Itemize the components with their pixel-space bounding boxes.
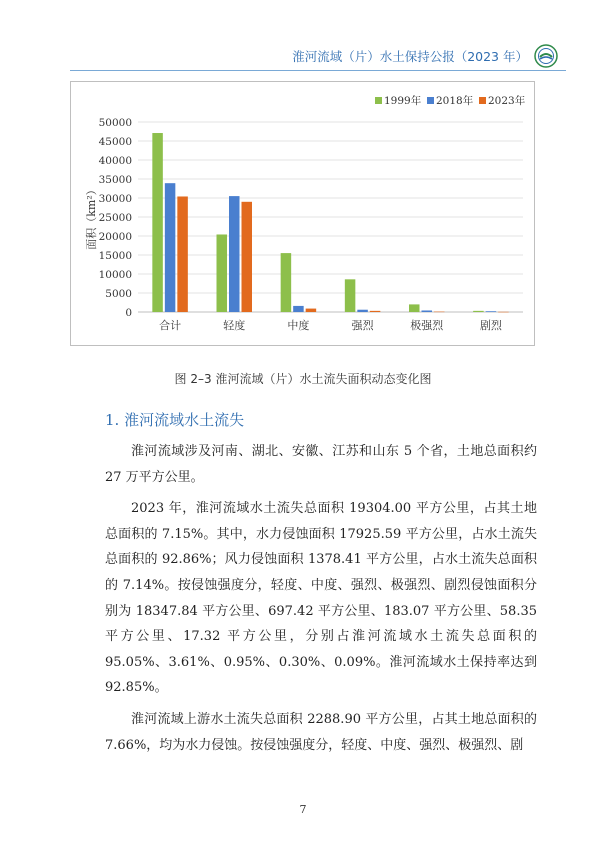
y-tick-label: 30000 [98, 193, 132, 205]
bar [498, 312, 509, 313]
y-tick-label: 10000 [98, 269, 132, 281]
category-label: 剧烈 [479, 319, 502, 332]
chart-frame [70, 81, 535, 346]
bar [422, 310, 433, 312]
y-tick-label: 50000 [98, 117, 132, 129]
y-tick-label: 45000 [98, 136, 132, 148]
category-label: 中度 [287, 319, 310, 332]
legend-swatch [479, 97, 486, 104]
bar [229, 196, 240, 312]
bar [345, 279, 356, 312]
paragraph-2: 2023 年，淮河流域水土流失总面积 19304.00 平方公里，占其土地总面积的 7.15%。其中，水力侵蚀面积 17925.59 平方公里，占水土流失总面积的 92.86%；风力侵蚀面积 1378.41 平方公里，占水土流失总面积的 7.14%。按侵蚀强度分，轻度、中度、强烈、极强烈、剧烈侵蚀面积分别为 18347.84 平方公里、697.42 平方公里、183.07 平方公里、58.35 平方公里、17.32 平方公里，分别占淮河流域水土流失总面积的 95.05%、3.61%、0.95%、0.30%、0.09%。淮河流域水土保持率达到 92.85%。 [105, 501, 537, 696]
legend-label: 1999年 [384, 95, 422, 107]
erosion-area-bar-chart [71, 82, 536, 347]
bar [306, 309, 317, 312]
category-label: 极强烈 [410, 319, 444, 332]
bar [293, 306, 304, 312]
bar [152, 133, 163, 312]
bar [357, 310, 368, 312]
category-label: 合计 [159, 319, 182, 332]
header-rule [70, 70, 566, 71]
legend-label: 2018年 [436, 95, 474, 107]
bar [177, 196, 188, 312]
figure-caption: 图 2–3 淮河流域（片）水土流失面积动态变化图 [174, 372, 432, 386]
y-tick-label: 20000 [98, 231, 132, 243]
y-tick-label: 35000 [98, 174, 132, 186]
paragraph-3: 淮河流域上游水土流失总面积 2288.90 平方公里，占其土地总面积的 7.66%，均为水力侵蚀。按侵蚀强度分，轻度、中度、强烈、极强烈、剧 [105, 711, 537, 753]
y-tick-label: 40000 [98, 155, 132, 167]
legend-swatch [375, 97, 382, 104]
bar [217, 234, 228, 312]
bar [486, 311, 497, 312]
bar [165, 183, 176, 312]
page-number: 7 [299, 803, 307, 816]
y-tick-label: 25000 [98, 212, 132, 224]
paragraph-1: 淮河流域涉及河南、湖北、安徽、江苏和山东 5 个省，土地总面积约 27 万平方公里。 [105, 444, 537, 485]
y-tick-label: 0 [125, 307, 132, 319]
soil-conservation-logo-icon [534, 44, 558, 68]
page-header-title: 淮河流域（片）水土保持公报（2023 年） [292, 49, 528, 64]
bar [473, 311, 484, 312]
legend-swatch [427, 97, 434, 104]
bar [434, 312, 445, 313]
y-axis-label: 面积（km²） [85, 184, 98, 250]
category-label: 强烈 [351, 319, 374, 332]
bar [409, 304, 420, 312]
category-label: 轻度 [223, 319, 246, 332]
section-heading: 1. 淮河流域水土流失 [105, 411, 245, 429]
body-text [105, 439, 537, 764]
y-tick-label: 5000 [105, 288, 132, 300]
y-tick-label: 15000 [98, 250, 132, 262]
bar [242, 202, 253, 312]
bar [281, 253, 292, 312]
bar [370, 311, 381, 312]
legend-label: 2023年 [488, 95, 526, 107]
